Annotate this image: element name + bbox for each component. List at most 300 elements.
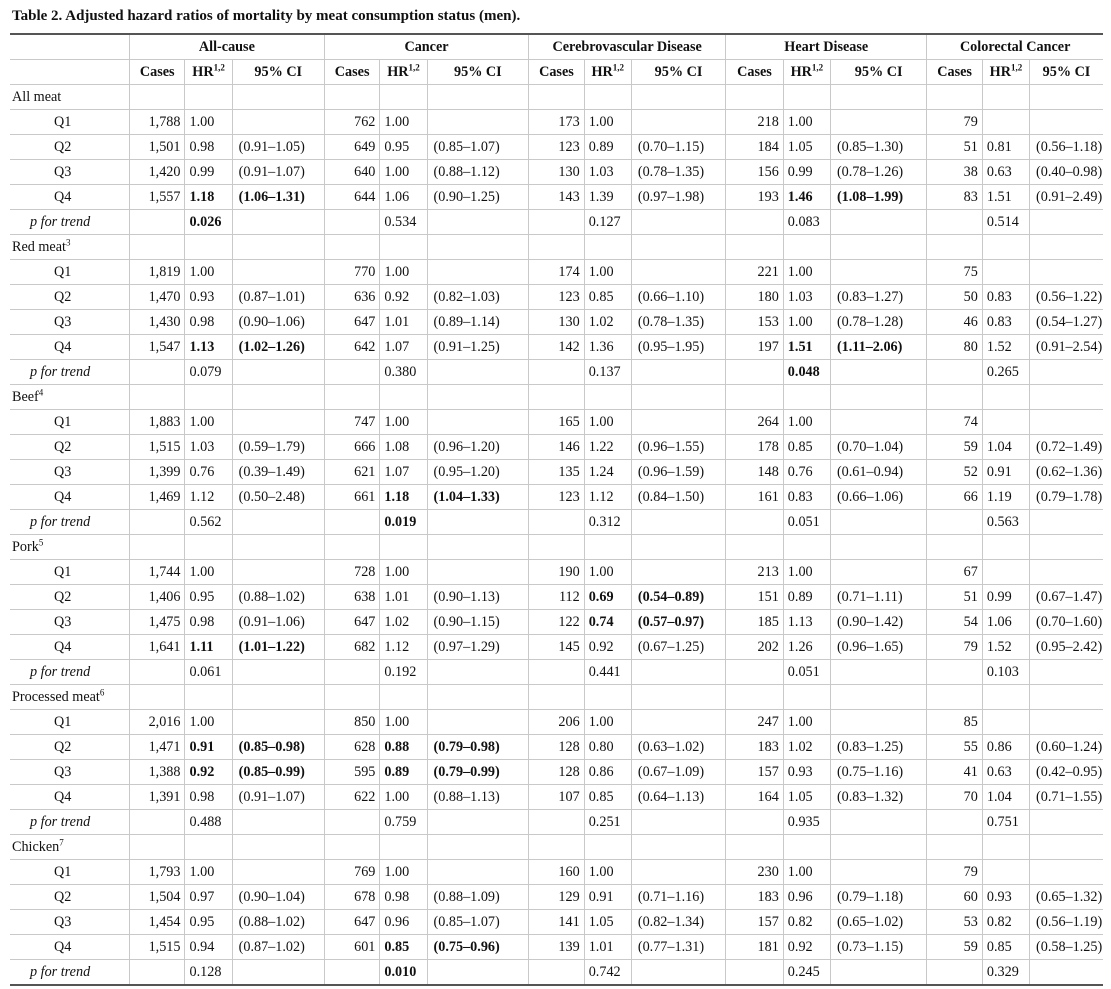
hr-cell: 1.00 bbox=[380, 260, 427, 285]
group-header: Cerebrovascular Disease bbox=[529, 34, 726, 60]
empty-cell bbox=[1030, 535, 1104, 560]
cases-cell: 1,420 bbox=[129, 160, 185, 185]
empty-cell bbox=[726, 685, 784, 710]
cases-cell: 70 bbox=[927, 785, 983, 810]
ci-cell bbox=[427, 410, 529, 435]
hr-cell: 1.18 bbox=[185, 185, 232, 210]
cases-cell: 728 bbox=[324, 560, 380, 585]
table-row bbox=[10, 860, 1103, 885]
ci-cell: (0.70–1.60) bbox=[1030, 610, 1104, 635]
empty-cell bbox=[324, 685, 380, 710]
p-trend-value: 0.935 bbox=[783, 810, 830, 835]
cases-cell: 123 bbox=[529, 485, 585, 510]
hr-cell: 1.00 bbox=[584, 860, 631, 885]
hr-cell: 1.00 bbox=[584, 410, 631, 435]
cases-cell: 1,454 bbox=[129, 910, 185, 935]
empty-cell bbox=[529, 835, 585, 860]
quartile-label: Q1 bbox=[10, 410, 129, 435]
cases-cell: 2,016 bbox=[129, 710, 185, 735]
empty-cell bbox=[631, 85, 725, 110]
hazard-ratio-table bbox=[10, 33, 1103, 986]
cases-cell: 139 bbox=[529, 935, 585, 960]
empty-cell bbox=[427, 235, 529, 260]
empty-cell bbox=[631, 835, 725, 860]
cases-cell: 181 bbox=[726, 935, 784, 960]
ci-cell: (0.96–1.55) bbox=[631, 435, 725, 460]
empty-cell bbox=[324, 835, 380, 860]
hr-cell: 0.83 bbox=[982, 285, 1029, 310]
hr-cell bbox=[982, 860, 1029, 885]
hr-cell: 1.36 bbox=[584, 335, 631, 360]
cases-cell: 747 bbox=[324, 410, 380, 435]
empty-cell bbox=[584, 685, 631, 710]
hr-cell: 0.98 bbox=[380, 885, 427, 910]
empty-cell bbox=[927, 685, 983, 710]
empty-cell bbox=[1030, 960, 1104, 986]
ci-cell: (0.66–1.10) bbox=[631, 285, 725, 310]
empty-cell bbox=[631, 210, 725, 235]
ci-cell: (0.91–1.06) bbox=[232, 610, 324, 635]
ci-cell: (0.79–1.18) bbox=[830, 885, 926, 910]
empty-cell bbox=[1030, 810, 1104, 835]
hr-cell: 0.97 bbox=[185, 885, 232, 910]
ci-cell bbox=[1030, 560, 1104, 585]
cases-cell: 1,475 bbox=[129, 610, 185, 635]
empty-cell bbox=[631, 510, 725, 535]
hr-cell: 1.19 bbox=[982, 485, 1029, 510]
ci-cell: (0.78–1.26) bbox=[830, 160, 926, 185]
cases-cell: 1,515 bbox=[129, 435, 185, 460]
hr-cell: 0.95 bbox=[380, 135, 427, 160]
p-trend-value: 0.380 bbox=[380, 360, 427, 385]
cases-cell: 130 bbox=[529, 310, 585, 335]
cases-cell: 1,504 bbox=[129, 885, 185, 910]
empty-cell bbox=[529, 235, 585, 260]
hr-cell: 1.03 bbox=[185, 435, 232, 460]
empty-cell bbox=[631, 810, 725, 835]
cases-cell: 157 bbox=[726, 760, 784, 785]
hr-cell: 0.92 bbox=[783, 935, 830, 960]
ci-cell: (0.70–1.15) bbox=[631, 135, 725, 160]
empty-cell bbox=[129, 685, 185, 710]
cases-cell: 666 bbox=[324, 435, 380, 460]
empty-cell bbox=[324, 960, 380, 986]
empty-cell bbox=[324, 385, 380, 410]
ci-cell bbox=[1030, 860, 1104, 885]
ci-cell: (0.54–1.27) bbox=[1030, 310, 1104, 335]
ci-cell: (0.85–1.07) bbox=[427, 910, 529, 935]
empty-cell bbox=[830, 535, 926, 560]
ci-cell: (0.79–1.78) bbox=[1030, 485, 1104, 510]
hr-cell: 1.00 bbox=[380, 860, 427, 885]
hr-cell: 0.89 bbox=[380, 760, 427, 785]
ci-cell bbox=[232, 260, 324, 285]
hr-cell: 0.86 bbox=[584, 760, 631, 785]
cases-cell: 190 bbox=[529, 560, 585, 585]
cases-cell: 46 bbox=[927, 310, 983, 335]
hr-cell: 0.92 bbox=[380, 285, 427, 310]
hr-cell: 0.85 bbox=[380, 935, 427, 960]
ci-cell: (0.79–0.98) bbox=[427, 735, 529, 760]
trend-row bbox=[10, 510, 1103, 535]
subheader-row bbox=[10, 60, 1103, 85]
table-row bbox=[10, 760, 1103, 785]
cases-cell: 157 bbox=[726, 910, 784, 935]
cases-cell: 122 bbox=[529, 610, 585, 635]
p-trend-value: 0.245 bbox=[783, 960, 830, 986]
cases-cell: 1,430 bbox=[129, 310, 185, 335]
section-row bbox=[10, 835, 1103, 860]
ci-cell: (0.56–1.22) bbox=[1030, 285, 1104, 310]
cases-cell: 1,788 bbox=[129, 110, 185, 135]
ci-cell bbox=[631, 110, 725, 135]
table-body bbox=[10, 85, 1103, 986]
ci-cell: (0.82–1.03) bbox=[427, 285, 529, 310]
empty-cell bbox=[927, 535, 983, 560]
cases-cell: 197 bbox=[726, 335, 784, 360]
hr-cell: 0.81 bbox=[982, 135, 1029, 160]
ci-cell bbox=[427, 710, 529, 735]
hr-cell: 1.00 bbox=[783, 260, 830, 285]
empty-cell bbox=[1030, 85, 1104, 110]
quartile-label: Q3 bbox=[10, 310, 129, 335]
ci-cell bbox=[1030, 410, 1104, 435]
ci-cell bbox=[1030, 710, 1104, 735]
table-row bbox=[10, 185, 1103, 210]
quartile-label: Q3 bbox=[10, 610, 129, 635]
hr-cell: 1.00 bbox=[584, 560, 631, 585]
empty-cell bbox=[830, 835, 926, 860]
hr-cell bbox=[982, 110, 1029, 135]
empty-cell bbox=[427, 960, 529, 986]
hr-cell: 1.39 bbox=[584, 185, 631, 210]
cases-cell: 1,399 bbox=[129, 460, 185, 485]
empty-cell bbox=[129, 210, 185, 235]
hr-cell: 1.00 bbox=[783, 410, 830, 435]
hr-cell: 0.88 bbox=[380, 735, 427, 760]
p-trend-value: 0.441 bbox=[584, 660, 631, 685]
hr-cell: 1.52 bbox=[982, 635, 1029, 660]
empty-cell bbox=[783, 835, 830, 860]
corner-cell-2 bbox=[10, 60, 129, 85]
cases-cell: 661 bbox=[324, 485, 380, 510]
cases-cell: 79 bbox=[927, 635, 983, 660]
hr-cell: 1.05 bbox=[783, 785, 830, 810]
empty-cell bbox=[631, 960, 725, 986]
empty-cell bbox=[185, 385, 232, 410]
cases-cell: 75 bbox=[927, 260, 983, 285]
section-label-text: Pork bbox=[12, 538, 39, 555]
hr-cell: 0.93 bbox=[982, 885, 1029, 910]
ci-cell: (0.90–1.04) bbox=[232, 885, 324, 910]
empty-cell bbox=[232, 510, 324, 535]
group-header: Colorectal Cancer bbox=[927, 34, 1103, 60]
ci-cell: (0.84–1.50) bbox=[631, 485, 725, 510]
empty-cell bbox=[427, 85, 529, 110]
ci-header: 95% CI bbox=[427, 60, 529, 85]
empty-cell bbox=[830, 960, 926, 986]
ci-cell: (0.56–1.19) bbox=[1030, 910, 1104, 935]
hr-cell: 1.00 bbox=[380, 110, 427, 135]
hr-cell: 1.11 bbox=[185, 635, 232, 660]
group-header: Heart Disease bbox=[726, 34, 927, 60]
p-trend-value: 0.048 bbox=[783, 360, 830, 385]
ci-cell: (0.71–1.16) bbox=[631, 885, 725, 910]
ci-cell: (0.64–1.13) bbox=[631, 785, 725, 810]
cases-cell: 83 bbox=[927, 185, 983, 210]
cases-cell: 762 bbox=[324, 110, 380, 135]
section-footnote-marker: 3 bbox=[65, 236, 71, 247]
empty-cell bbox=[324, 235, 380, 260]
empty-cell bbox=[631, 685, 725, 710]
section-row bbox=[10, 685, 1103, 710]
empty-cell bbox=[129, 835, 185, 860]
empty-cell bbox=[232, 535, 324, 560]
ci-cell bbox=[232, 860, 324, 885]
ci-cell: (0.88–1.12) bbox=[427, 160, 529, 185]
empty-cell bbox=[584, 835, 631, 860]
trend-row bbox=[10, 360, 1103, 385]
ci-cell: (0.95–1.20) bbox=[427, 460, 529, 485]
empty-cell bbox=[982, 85, 1029, 110]
cases-cell: 850 bbox=[324, 710, 380, 735]
section-footnote-marker: 7 bbox=[59, 836, 64, 847]
cases-cell: 112 bbox=[529, 585, 585, 610]
ci-cell bbox=[631, 860, 725, 885]
cases-cell: 770 bbox=[324, 260, 380, 285]
empty-cell bbox=[1030, 360, 1104, 385]
empty-cell bbox=[1030, 210, 1104, 235]
cases-cell: 1,501 bbox=[129, 135, 185, 160]
cases-cell: 51 bbox=[927, 585, 983, 610]
cases-cell: 230 bbox=[726, 860, 784, 885]
cases-cell: 213 bbox=[726, 560, 784, 585]
empty-cell bbox=[927, 810, 983, 835]
hr-cell: 1.01 bbox=[584, 935, 631, 960]
cases-cell: 165 bbox=[529, 410, 585, 435]
ci-cell: (0.71–1.55) bbox=[1030, 785, 1104, 810]
hr-cell: 0.95 bbox=[185, 910, 232, 935]
hr-cell: 1.00 bbox=[185, 410, 232, 435]
ci-header: 95% CI bbox=[631, 60, 725, 85]
hr-cell: 0.85 bbox=[783, 435, 830, 460]
hr-cell: 0.76 bbox=[185, 460, 232, 485]
ci-cell: (0.85–0.99) bbox=[232, 760, 324, 785]
table-row bbox=[10, 135, 1103, 160]
hr-cell: 0.98 bbox=[185, 135, 232, 160]
cases-cell: 148 bbox=[726, 460, 784, 485]
ci-cell: (0.75–1.16) bbox=[830, 760, 926, 785]
ci-cell: (0.91–1.07) bbox=[232, 785, 324, 810]
hr-cell: 1.52 bbox=[982, 335, 1029, 360]
cases-cell: 221 bbox=[726, 260, 784, 285]
ci-cell: (0.77–1.31) bbox=[631, 935, 725, 960]
empty-cell bbox=[726, 510, 784, 535]
trend-row bbox=[10, 810, 1103, 835]
empty-cell bbox=[726, 660, 784, 685]
empty-cell bbox=[380, 385, 427, 410]
hr-cell: 0.85 bbox=[584, 285, 631, 310]
empty-cell bbox=[927, 660, 983, 685]
empty-cell bbox=[129, 960, 185, 986]
hr-cell: 1.00 bbox=[185, 560, 232, 585]
empty-cell bbox=[631, 385, 725, 410]
empty-cell bbox=[927, 210, 983, 235]
ci-cell: (0.42–0.95) bbox=[1030, 760, 1104, 785]
hr-cell: 0.89 bbox=[783, 585, 830, 610]
cases-cell: 156 bbox=[726, 160, 784, 185]
hr-cell: 1.02 bbox=[584, 310, 631, 335]
group-header: Cancer bbox=[324, 34, 528, 60]
cases-cell: 130 bbox=[529, 160, 585, 185]
hr-cell bbox=[982, 410, 1029, 435]
hr-cell: 1.00 bbox=[185, 110, 232, 135]
p-for-trend-label: p for trend bbox=[10, 960, 129, 986]
cases-cell: 38 bbox=[927, 160, 983, 185]
ci-cell bbox=[830, 860, 926, 885]
hr-cell: 1.03 bbox=[584, 160, 631, 185]
empty-cell bbox=[982, 685, 1029, 710]
table-row bbox=[10, 110, 1103, 135]
ci-header: 95% CI bbox=[830, 60, 926, 85]
hr-cell: 0.92 bbox=[584, 635, 631, 660]
quartile-label: Q3 bbox=[10, 760, 129, 785]
empty-cell bbox=[185, 685, 232, 710]
table-title: Adjusted hazard ratios of mortality by meat consumption status (men). bbox=[65, 8, 521, 24]
empty-cell bbox=[185, 235, 232, 260]
hr-cell: 0.91 bbox=[584, 885, 631, 910]
ci-header: 95% CI bbox=[1030, 60, 1104, 85]
ci-cell bbox=[427, 860, 529, 885]
trend-row bbox=[10, 660, 1103, 685]
group-header-row bbox=[10, 34, 1103, 60]
hr-cell: 1.24 bbox=[584, 460, 631, 485]
p-for-trend-label: p for trend bbox=[10, 510, 129, 535]
quartile-label: Q4 bbox=[10, 935, 129, 960]
cases-cell: 636 bbox=[324, 285, 380, 310]
empty-cell bbox=[324, 660, 380, 685]
empty-cell bbox=[927, 235, 983, 260]
cases-cell: 218 bbox=[726, 110, 784, 135]
table-row bbox=[10, 285, 1103, 310]
hr-cell: 0.82 bbox=[982, 910, 1029, 935]
hr-cell: 1.12 bbox=[584, 485, 631, 510]
cases-cell: 53 bbox=[927, 910, 983, 935]
empty-cell bbox=[529, 85, 585, 110]
corner-cell bbox=[10, 34, 129, 60]
cases-cell: 642 bbox=[324, 335, 380, 360]
empty-cell bbox=[830, 510, 926, 535]
cases-cell: 1,557 bbox=[129, 185, 185, 210]
hr-cell: 0.96 bbox=[380, 910, 427, 935]
hr-cell: 0.96 bbox=[783, 885, 830, 910]
empty-cell bbox=[232, 385, 324, 410]
hr-header-text: HR bbox=[192, 63, 214, 80]
hr-cell: 0.80 bbox=[584, 735, 631, 760]
ci-cell: (1.04–1.33) bbox=[427, 485, 529, 510]
cases-cell: 649 bbox=[324, 135, 380, 160]
ci-cell: (0.88–1.02) bbox=[232, 585, 324, 610]
p-trend-value: 0.010 bbox=[380, 960, 427, 986]
empty-cell bbox=[232, 360, 324, 385]
cases-cell: 85 bbox=[927, 710, 983, 735]
cases-cell: 79 bbox=[927, 860, 983, 885]
section-label-text: Processed meat bbox=[12, 688, 100, 705]
hr-cell: 1.01 bbox=[380, 310, 427, 335]
p-trend-value: 0.534 bbox=[380, 210, 427, 235]
empty-cell bbox=[427, 385, 529, 410]
hr-cell: 1.00 bbox=[584, 710, 631, 735]
empty-cell bbox=[927, 85, 983, 110]
ci-cell: (0.50–2.48) bbox=[232, 485, 324, 510]
trend-row bbox=[10, 210, 1103, 235]
table-row bbox=[10, 935, 1103, 960]
ci-cell: (0.63–1.02) bbox=[631, 735, 725, 760]
hr-cell: 1.00 bbox=[380, 560, 427, 585]
quartile-label: Q2 bbox=[10, 285, 129, 310]
hr-cell bbox=[982, 710, 1029, 735]
table-row bbox=[10, 735, 1103, 760]
hr-cell: 1.13 bbox=[783, 610, 830, 635]
hr-cell: 1.05 bbox=[584, 910, 631, 935]
cases-cell: 206 bbox=[529, 710, 585, 735]
hr-cell: 0.98 bbox=[185, 785, 232, 810]
quartile-label: Q4 bbox=[10, 635, 129, 660]
cases-cell: 60 bbox=[927, 885, 983, 910]
empty-cell bbox=[232, 85, 324, 110]
table-row bbox=[10, 160, 1103, 185]
empty-cell bbox=[927, 360, 983, 385]
ci-cell: (0.91–1.25) bbox=[427, 335, 529, 360]
table-row bbox=[10, 610, 1103, 635]
empty-cell bbox=[427, 835, 529, 860]
section-label-text: Red meat bbox=[12, 238, 66, 255]
cases-cell: 1,883 bbox=[129, 410, 185, 435]
empty-cell bbox=[232, 235, 324, 260]
empty-cell bbox=[726, 835, 784, 860]
empty-cell bbox=[427, 535, 529, 560]
hr-cell: 0.85 bbox=[982, 935, 1029, 960]
section-label bbox=[10, 385, 129, 410]
cases-cell: 52 bbox=[927, 460, 983, 485]
cases-cell: 59 bbox=[927, 435, 983, 460]
ci-cell bbox=[427, 110, 529, 135]
ci-cell: (0.71–1.11) bbox=[830, 585, 926, 610]
p-trend-value: 0.742 bbox=[584, 960, 631, 986]
hr-cell: 1.06 bbox=[982, 610, 1029, 635]
cases-cell: 80 bbox=[927, 335, 983, 360]
cases-cell: 141 bbox=[529, 910, 585, 935]
empty-cell bbox=[830, 360, 926, 385]
ci-cell bbox=[830, 710, 926, 735]
ci-cell: (0.65–1.32) bbox=[1030, 885, 1104, 910]
empty-cell bbox=[726, 810, 784, 835]
empty-cell bbox=[1030, 385, 1104, 410]
p-trend-value: 0.329 bbox=[982, 960, 1029, 986]
hr-cell: 1.00 bbox=[584, 260, 631, 285]
ci-cell: (0.56–1.18) bbox=[1030, 135, 1104, 160]
hr-cell: 0.83 bbox=[982, 310, 1029, 335]
ci-cell: (0.79–0.99) bbox=[427, 760, 529, 785]
hr-cell: 1.08 bbox=[380, 435, 427, 460]
cases-cell: 183 bbox=[726, 735, 784, 760]
cases-header: Cases bbox=[726, 60, 784, 85]
table-row bbox=[10, 410, 1103, 435]
cases-header: Cases bbox=[529, 60, 585, 85]
empty-cell bbox=[232, 685, 324, 710]
cases-cell: 640 bbox=[324, 160, 380, 185]
empty-cell bbox=[830, 210, 926, 235]
